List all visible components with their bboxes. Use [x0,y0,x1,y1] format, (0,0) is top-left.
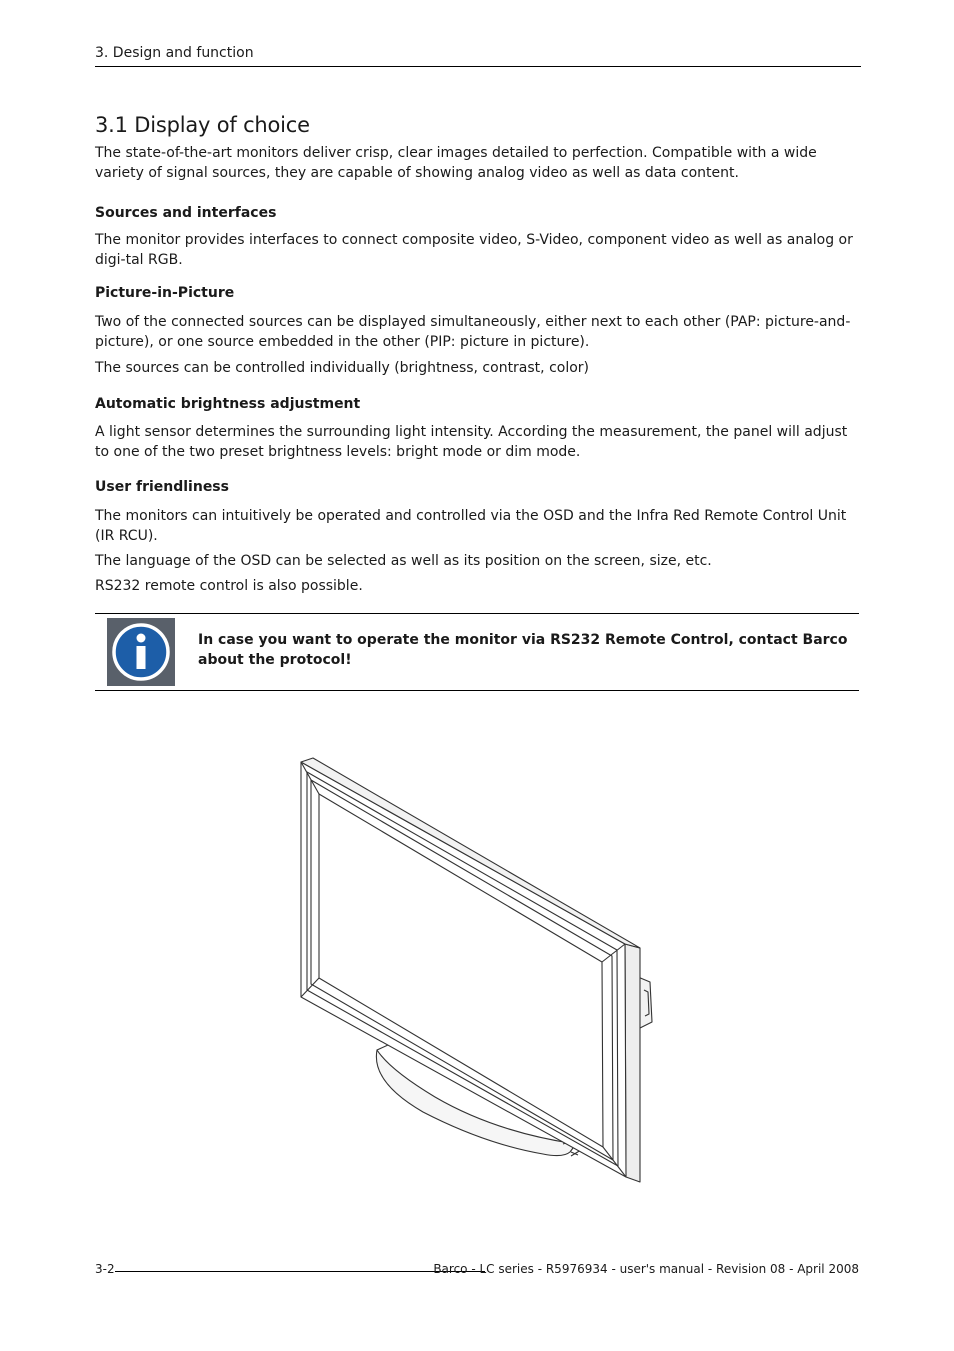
friendliness-paragraph-3: RS232 remote control is also possible. [95,578,363,594]
footer-rule [115,1271,485,1272]
info-icon [107,618,175,686]
pip-paragraph-1: Two of the connected sources can be displayed simultaneously, either next to each other (PAP: picture-and-picture), or one source embedded in the other (PIP: picture in picture). [95,314,851,350]
info-note [95,613,859,691]
pip-heading: Picture-in-Picture [95,285,235,301]
pip-paragraph-2: The sources can be controlled individually (brightness, contrast, color) [95,360,590,376]
brightness-heading: Automatic brightness adjustment [95,396,361,412]
monitor-illustration [295,752,660,1188]
running-header [95,44,861,67]
info-note-text: In case you want to operate the monitor via RS232 Remote Control, contact Barco about the protocol! [198,632,848,668]
friendliness-heading: User friendliness [95,479,229,495]
document-id: Barco - LC series - R5976934 - user's manual - Revision 08 - April 2008 [433,1262,859,1276]
friendliness-paragraph-2: The language of the OSD can be selected as well as its position on the screen, size, etc. [95,553,712,569]
page-number: 3-2 [95,1262,115,1276]
header-section: 3. Design and function [95,45,254,61]
sources-paragraph: The monitor provides interfaces to connect composite video, S-Video, component video as well as analog or digi-tal RGB. [95,232,853,268]
brightness-paragraph: A light sensor determines the surrounding light intensity. According the measurement, the panel will adjust to one of the two preset brightness levels: bright mode or dim mode. [95,424,848,460]
sources-heading: Sources and interfaces [95,205,277,221]
running-footer [95,1262,859,1278]
intro-paragraph: The state-of-the-art monitors deliver crisp, clear images detailed to perfection. Compatible with a wide variety of signal sources, they are capable of showing analog video as well as data content. [95,145,817,181]
friendliness-paragraph-1: The monitors can intuitively be operated and controlled via the OSD and the Infra Red Remote Control Unit (IR RCU). [95,508,847,544]
page-title: 3.1 Display of choice [95,113,310,137]
